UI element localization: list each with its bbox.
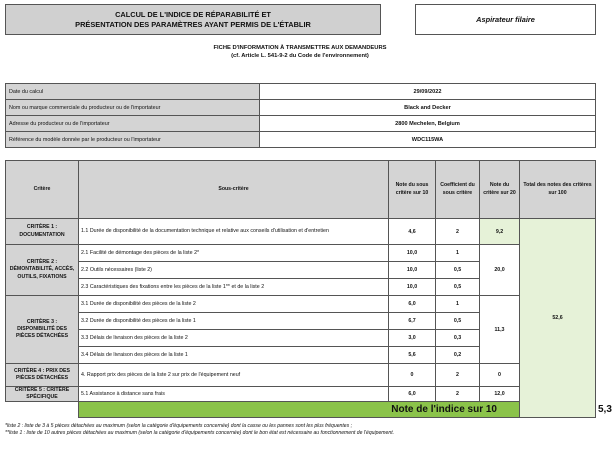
info-row [6,116,596,132]
index-spacer [6,402,79,418]
table-row [6,245,596,262]
header-spacer [381,5,416,35]
sub-criterion-note: 10,0 [389,262,436,279]
table-row [6,387,596,402]
index-label: Note de l'indice sur 10 [79,402,520,418]
sub-criterion-label: 2.3 Caractéristiques des fixations entre les pièces de la liste 1** et de la liste 2 [79,279,389,296]
criterion-name: CRITÈRE 2 : DÉMONTABILITÉ, ACCÈS, OUTILS, FIXATIONS [6,245,79,296]
info-label: Référence du modèle donnée par le producteur ou l'importateur [6,132,260,148]
criterion-name: CRITÈRE 4 : PRIX DES PIÈCES DÉTACHÉES [6,364,79,387]
sub-criterion-coef: 0,3 [436,330,480,347]
total-score: 52,6 [520,219,596,418]
sub-criterion-label: 1.1 Durée de disponibilité de la documentation technique et relative aux conseils d'utilisation et d'entretien [79,219,389,245]
sub-criterion-note: 4,6 [389,219,436,245]
header-title-line2: PRÉSENTATION DES PARAMÈTRES AYANT PERMIS DE L'ÉTABLIR [75,19,311,29]
sub-criterion-coef: 0,5 [436,262,480,279]
sub-criterion-note: 10,0 [389,245,436,262]
sub-criterion-coef: 2 [436,219,480,245]
sub-criterion-note: 0 [389,364,436,387]
fiche-info [5,45,595,73]
info-label: Date du calcul [6,84,260,100]
index-row: Note de l'indice sur 10 5,3 [6,402,596,418]
info-value: 29/09/2022 [260,84,596,100]
table-row [6,296,596,313]
sub-criterion-label: 4. Rapport prix des pièces de la liste 2 sur prix de l'équipement neuf [79,364,389,387]
sub-criterion-note: 6,0 [389,387,436,402]
criteria-table [5,160,612,418]
col-note-crit: Note du critère sur 20 [480,161,520,219]
criterion-score: 20,0 [480,245,520,296]
criterion-name: CRITÈRE 3 : DISPONIBILITÉ DES PIÈCES DÉTACHÉES [6,296,79,364]
sub-criterion-note: 10,0 [389,279,436,296]
table-row [6,364,596,387]
info-row [6,100,596,116]
col-coef: Coefficient du sous critère [436,161,480,219]
header-title [6,5,381,35]
info-label: Adresse du producteur ou de l'importateur [6,116,260,132]
info-row [6,84,596,100]
criterion-name: CRITÈRE 5 : CRITÈRE SPÉCIFIQUE [6,387,79,402]
repairability-sheet [5,4,612,438]
criterion-score: 11,3 [480,296,520,364]
criterion-score: 0 [480,364,520,387]
col-total: Total des notes des critères sur 100 [520,161,596,219]
table-row [6,219,596,245]
sub-criterion-coef: 2 [436,364,480,387]
sub-criterion-label: 2.2 Outils nécessaires (liste 2) [79,262,389,279]
col-sous-critere: Sous-critère [79,161,389,219]
footnote-liste2: *liste 2 : liste de 3 à 5 pièces détachées au maximum (selon la catégorie d'équipements concernée) dont la casse ou les pannes sont les plus fréquentes ; [5,423,352,430]
sub-criterion-note: 6,0 [389,296,436,313]
sub-criterion-note: 6,7 [389,313,436,330]
criterion-score: 12,0 [480,387,520,402]
col-critere: Critère [6,161,79,219]
info-value: 2800 Mechelen, Belgium [260,116,596,132]
sub-criterion-label: 3.3 Délais de livraison des pièces de la liste 2 [79,330,389,347]
sub-criterion-label: 3.4 Délais de livraison des pièces de la liste 1 [79,347,389,364]
sub-criterion-label: 3.2 Durée de disponibilité des pièces de la liste 1 [79,313,389,330]
criterion-score: 9,2 [480,219,520,245]
sub-criterion-coef: 1 [436,296,480,313]
criteria-header-row [6,161,596,219]
sub-criterion-coef: 0,2 [436,347,480,364]
info-value: WDC115WA [260,132,596,148]
footnote-liste1: **liste 1 : liste de 10 autres pièces détachées au maximum (selon la catégorie d'équipements concernée) dont le bon état est nécessaire au fonctionnement de l'équipement. [5,430,395,437]
product-type: Aspirateur filaire [416,5,596,35]
sub-criterion-label: 3.1 Durée de disponibilité des pièces de la liste 2 [79,296,389,313]
sub-criterion-label: 2.1 Facilité de démontage des pièces de la liste 2* [79,245,389,262]
info-label: Nom ou marque commerciale du producteur ou de l'importateur [6,100,260,116]
fiche-line1: FICHE D'INFORMATION À TRANSMETTRE AUX DEMANDEURS [213,45,387,51]
sub-criterion-coef: 2 [436,387,480,402]
sub-criterion-note: 5,6 [389,347,436,364]
sub-criterion-coef: 0,5 [436,279,480,296]
header-table [5,4,596,35]
footnotes [5,423,595,438]
info-row [6,132,596,148]
header-title-line1: CALCUL DE L'INDICE DE RÉPARABILITÉ ET [115,9,271,19]
info-table [5,83,596,148]
sub-criterion-coef: 0,5 [436,313,480,330]
info-value: Black and Decker [260,100,596,116]
col-note-sous: Note du sous critère sur 10 [389,161,436,219]
fiche-line2: (cf. Article L. 541-9-2 du Code de l'environnement) [231,52,369,59]
sub-criterion-label: 5.1 Assistance à distance sans frais [79,387,389,402]
criterion-name: CRITÈRE 1 : DOCUMENTATION [6,219,79,245]
sub-criterion-note: 3,0 [389,330,436,347]
sub-criterion-coef: 1 [436,245,480,262]
